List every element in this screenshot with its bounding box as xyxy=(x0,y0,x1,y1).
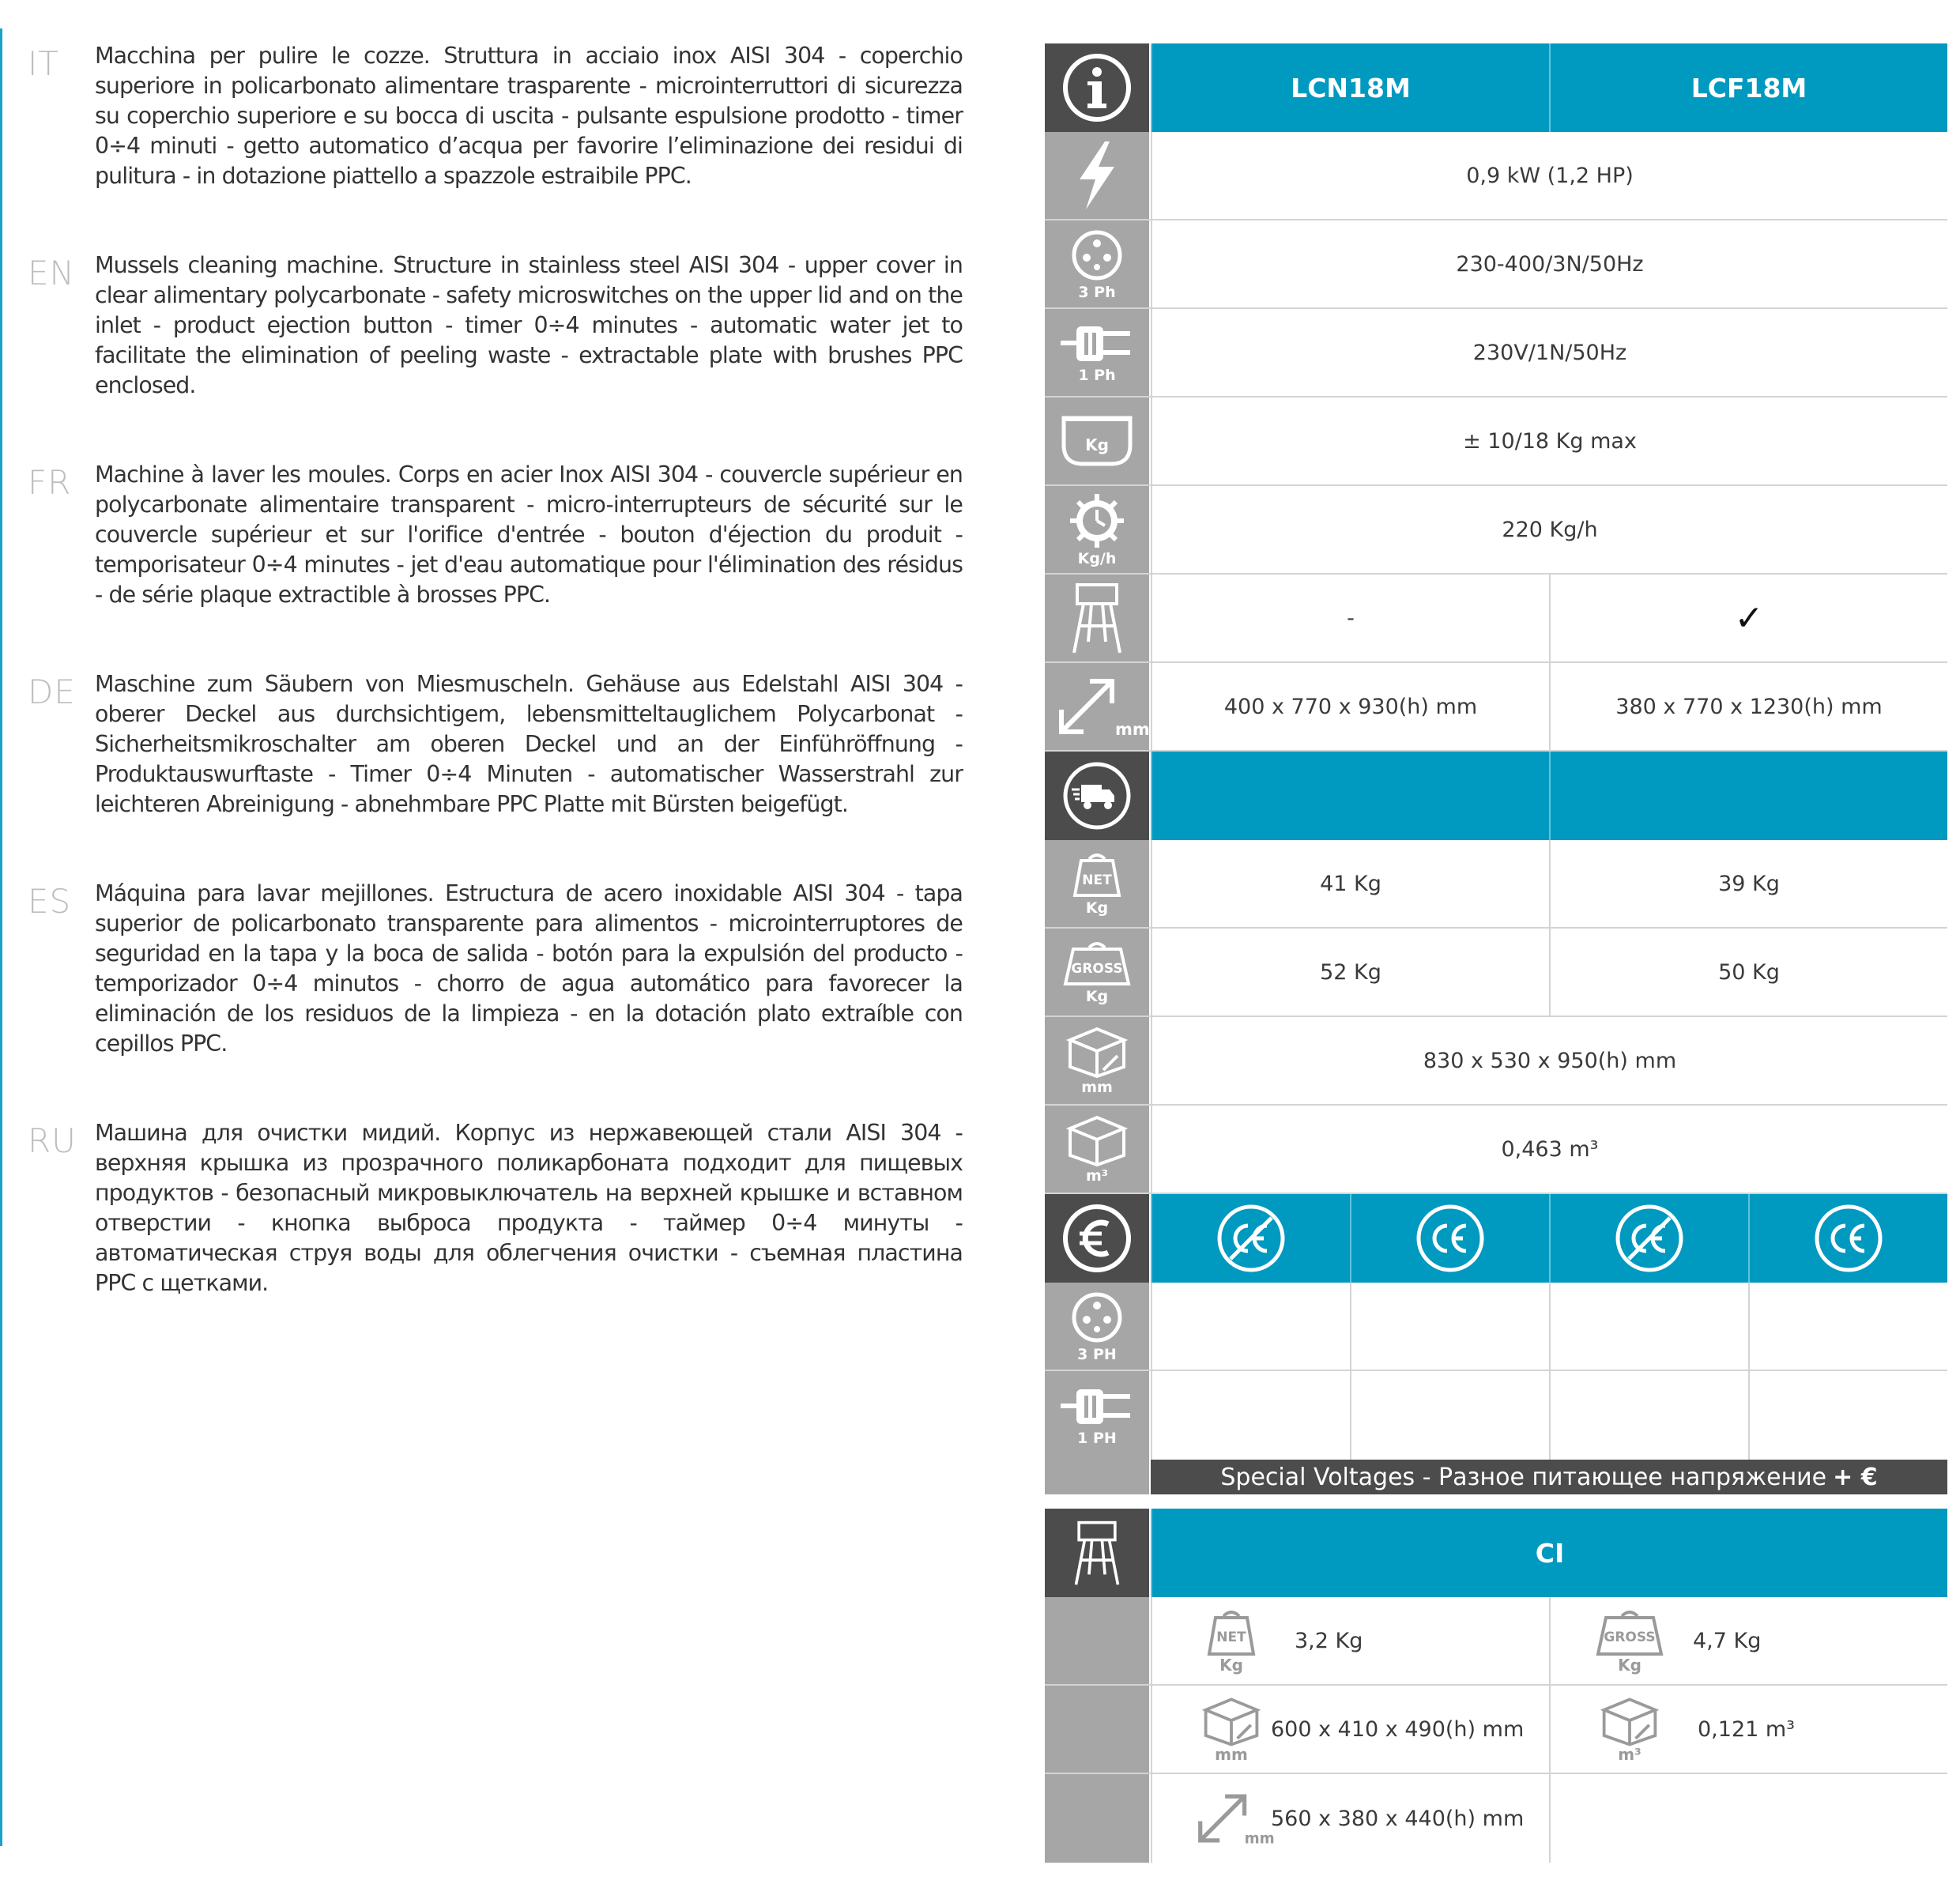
price-cell xyxy=(1151,1371,1350,1460)
diagonal-arrow-mm-icon xyxy=(1045,663,1151,750)
accessory-net-weight-value: 3,2 Kg xyxy=(1295,1628,1363,1653)
diagonal-arrow-mm-icon xyxy=(1192,1788,1275,1848)
net-weight-icon xyxy=(1045,840,1151,927)
price-3ph-row xyxy=(1045,1283,1947,1371)
power-row xyxy=(1045,132,1947,220)
left-accent-bar xyxy=(0,28,2,1846)
bowl-kg-icon xyxy=(1045,398,1151,484)
description-text: Machine à laver les moules. Corps en acier Inox AISI 304 - couvercle supérieur en polycarbonate alimentaire transparent - micro-interrupteurs de sécurité sur le couvercle supérieur et sur l'orifice d'entrée - bouton d'éjection du produit - temporisateur 0÷4 minutes - jet d'eau automatique pour l'élimination des résidus - de série plaque extractible à brosses PPC. xyxy=(95,462,963,608)
package-dimensions-row xyxy=(1045,1017,1947,1106)
net-weight-icon xyxy=(1192,1608,1271,1673)
net-weight-lcf18m: 39 Kg xyxy=(1549,840,1947,927)
lang-code: RU xyxy=(28,1121,77,1160)
accessory-table xyxy=(1045,1509,1947,1863)
gross-weight-lcn18m: 52 Kg xyxy=(1151,929,1549,1015)
output-row xyxy=(1045,486,1947,575)
lang-code: ES xyxy=(28,882,72,921)
three-phase-socket-icon xyxy=(1045,220,1151,307)
package-volume-row xyxy=(1045,1106,1947,1194)
power-value: 0,9 kW (1,2 HP) xyxy=(1151,132,1947,219)
gross-weight-icon xyxy=(1590,1608,1669,1673)
blank-icon-cell xyxy=(1045,1774,1151,1863)
box-mm-icon xyxy=(1192,1696,1271,1762)
plug-icon xyxy=(1045,1371,1151,1460)
price-cell xyxy=(1350,1371,1549,1460)
special-voltages-suffix: + € xyxy=(1833,1463,1878,1491)
spec-table xyxy=(1045,43,1947,1494)
output-value: 220 Kg/h xyxy=(1151,486,1947,573)
shipping-col-lcn18m xyxy=(1151,752,1549,840)
delivery-truck-icon xyxy=(1045,752,1151,840)
ce-mark-icon xyxy=(1350,1194,1549,1283)
icon-label: NET xyxy=(1082,872,1112,888)
euro-icon xyxy=(1045,1194,1151,1283)
special-voltages-text: Special Voltages - Разное питающее напряжение xyxy=(1220,1463,1827,1491)
special-voltages-row xyxy=(1045,1460,1947,1494)
description-text: Macchina per pulire le cozze. Struttura in acciaio inox AISI 304 - coperchio superiore in policarbonato alimentare trasparente - microinterruttori di sicurezza su coperchio superiore e su bocca di uscita - pulsante espulsione prodotto - timer 0÷4 minuti - getto automatico d’acqua per favorire l’eliminazione dei residui di pulitura - in dotazione piattello a spazzole estraibile PPC. xyxy=(95,43,963,189)
accessory-dimensions-row xyxy=(1045,1774,1947,1863)
spec-header-row xyxy=(1045,43,1947,132)
description-text: Máquina para lavar mejillones. Estructura de acero inoxidable AISI 304 - tapa superior de policarbonato transparente para alimentos - microinterruptores de seguridad en la tapa y la boca de salida - botón para la expulsión del producto - temporizador 0÷4 minutos - chorro de agua automático para favorecer la eliminación de los residuos de la limpieza - en la dotación plato extraíble con cepillos PPC. xyxy=(95,880,963,1057)
stand-row xyxy=(1045,575,1947,663)
box-m3-icon xyxy=(1045,1106,1151,1193)
ce-mark-icon xyxy=(1748,1194,1947,1283)
icon-label: Kg/h xyxy=(1077,550,1117,567)
price-cell xyxy=(1350,1283,1549,1370)
stand-lcf18m: ✓ xyxy=(1549,575,1947,661)
icon-label: m³ xyxy=(1085,1167,1109,1185)
icon-label: mm xyxy=(1081,1079,1113,1096)
dimensions-lcf18m: 380 x 770 x 1230(h) mm xyxy=(1549,663,1947,750)
description-text: Mussels cleaning machine. Structure in stainless steel AISI 304 - upper cover in clear alimentary polycarbonate - safety microswitches on the upper lid and on the inlet - product ejection button - timer 0÷4 minutes - automatic water jet to facilitate the elimination of peeling waste - extractable plate with brushes PPC enclosed. xyxy=(95,252,963,398)
price-header-row xyxy=(1045,1194,1947,1283)
no-ce-mark-icon xyxy=(1549,1194,1748,1283)
lang-code: IT xyxy=(28,44,60,83)
lightning-icon xyxy=(1045,132,1151,219)
package-dimensions-value: 830 x 530 x 950(h) mm xyxy=(1151,1017,1947,1104)
description-text: Maschine zum Säubern von Miesmuscheln. Gehäuse aus Edelstahl AISI 304 - oberer Deckel aus durchsichtigem, lebensmitteltauglichem Polycarbonat - Sicherheitsmikroschalter am oberen Deckel und an der Einführöffnung - Produktauswurftaste - Timer 0÷4 Minuten - automatischer Wasserstrahl zur leichteren Abreinigung - abnehmbare PPC Platte mit Bürsten beigefügt. xyxy=(95,671,963,817)
special-voltages-note xyxy=(1151,1460,1947,1494)
voltage-3ph-row xyxy=(1045,220,1947,309)
accessory-package-row xyxy=(1045,1686,1947,1774)
icon-label: m³ xyxy=(1618,1745,1642,1764)
voltage-1ph-row xyxy=(1045,309,1947,398)
package-volume-value: 0,463 m³ xyxy=(1151,1106,1947,1193)
accessory-gross-weight-value: 4,7 Kg xyxy=(1693,1628,1762,1653)
dimensions-row xyxy=(1045,663,1947,752)
clock-gear-icon xyxy=(1045,486,1151,573)
icon-label: 1 PH xyxy=(1077,1430,1117,1447)
net-weight-lcn18m: 41 Kg xyxy=(1151,840,1549,927)
stand-icon xyxy=(1045,1509,1151,1597)
accessory-gross-weight xyxy=(1549,1597,1947,1684)
stand-icon xyxy=(1045,575,1151,661)
accessory-package-dimensions-value: 600 x 410 x 490(h) mm xyxy=(1271,1716,1525,1742)
accessory-empty-cell xyxy=(1549,1774,1947,1863)
voltage-1ph-value: 230V/1N/50Hz xyxy=(1151,309,1947,396)
box-mm-icon xyxy=(1045,1017,1151,1104)
icon-label: Kg xyxy=(1085,435,1109,454)
icon-label: mm xyxy=(1244,1830,1275,1848)
accessory-header-row xyxy=(1045,1509,1947,1597)
accessory-model: CI xyxy=(1151,1509,1947,1597)
box-m3-icon xyxy=(1590,1696,1669,1762)
icon-label: Kg xyxy=(1618,1656,1642,1675)
icon-label: 3 Ph xyxy=(1078,284,1116,301)
blank-icon-cell xyxy=(1045,1460,1151,1494)
capacity-value: ± 10/18 Kg max xyxy=(1151,398,1947,484)
model-lcn18m: LCN18M xyxy=(1151,43,1549,132)
voltage-3ph-value: 230-400/3N/50Hz xyxy=(1151,220,1947,307)
accessory-package-volume-value: 0,121 m³ xyxy=(1698,1716,1796,1742)
accessory-dimensions xyxy=(1151,1774,1549,1863)
price-1ph-row xyxy=(1045,1371,1947,1460)
price-cell xyxy=(1748,1371,1947,1460)
icon-label: mm xyxy=(1215,1745,1248,1764)
stand-lcn18m: - xyxy=(1151,575,1549,661)
blank-icon-cell xyxy=(1045,1686,1151,1773)
gross-weight-row xyxy=(1045,929,1947,1017)
icon-label: Kg xyxy=(1219,1656,1243,1675)
accessory-net-weight xyxy=(1151,1597,1549,1684)
net-weight-row xyxy=(1045,840,1947,929)
accessory-package-dimensions xyxy=(1151,1686,1549,1773)
icon-label: GROSS xyxy=(1604,1630,1656,1645)
price-cell xyxy=(1549,1283,1748,1370)
lang-code: EN xyxy=(28,254,75,292)
icon-label: Kg xyxy=(1085,988,1109,1005)
blank-icon-cell xyxy=(1045,1597,1151,1684)
three-phase-socket-icon xyxy=(1045,1283,1151,1370)
price-cell xyxy=(1151,1283,1350,1370)
capacity-row xyxy=(1045,398,1947,486)
lang-code: DE xyxy=(28,673,76,711)
icon-label: Kg xyxy=(1085,899,1109,917)
accessory-dimensions-value: 560 x 380 x 440(h) mm xyxy=(1271,1806,1525,1831)
icon-label: mm xyxy=(1115,720,1150,739)
shipping-col-lcf18m xyxy=(1549,752,1947,840)
shipping-header-row xyxy=(1045,752,1947,840)
price-cell xyxy=(1748,1283,1947,1370)
icon-label: NET xyxy=(1216,1630,1246,1645)
lang-code: FR xyxy=(28,463,72,502)
icon-label: 3 PH xyxy=(1077,1346,1117,1363)
gross-weight-icon xyxy=(1045,929,1151,1015)
model-lcf18m: LCF18M xyxy=(1549,43,1947,132)
description-text: Машина для очистки мидий. Корпус из нержавеющей стали AISI 304 - верхняя крышка из прозрачного поликарбоната подходит для пищевых продуктов - безопасный микровыключатель на верхней крышке и вставном отверстии - кнопка выброса продукта - таймер 0÷4 минуты - автоматическая струя воды для облегчения очистки - съемная пластина PPC с щетками. xyxy=(95,1120,963,1296)
plug-icon xyxy=(1045,309,1151,396)
accessory-weight-row xyxy=(1045,1597,1947,1686)
accessory-package-volume xyxy=(1549,1686,1947,1773)
no-ce-mark-icon xyxy=(1151,1194,1350,1283)
info-icon xyxy=(1045,43,1151,132)
gross-weight-lcf18m: 50 Kg xyxy=(1549,929,1947,1015)
icon-label: GROSS xyxy=(1071,961,1123,977)
icon-label: 1 Ph xyxy=(1078,367,1116,384)
price-cell xyxy=(1549,1371,1748,1460)
dimensions-lcn18m: 400 x 770 x 930(h) mm xyxy=(1151,663,1549,750)
